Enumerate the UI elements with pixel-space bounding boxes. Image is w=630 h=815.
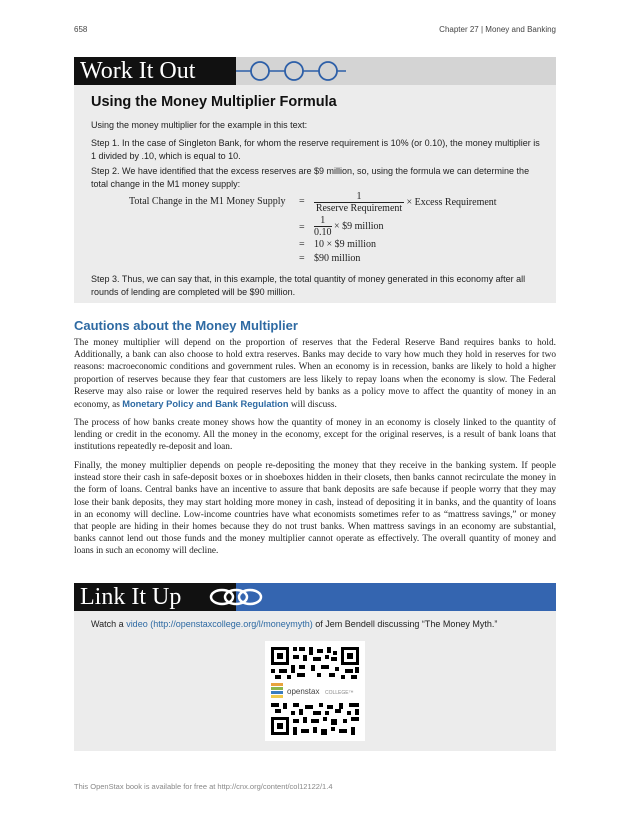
link-it-up-box: [74, 583, 556, 751]
monetary-policy-link[interactable]: Monetary Policy and Bank Regulation: [122, 399, 289, 410]
circles-connector-icon: [236, 59, 346, 83]
formula-eq-1: =: [299, 196, 305, 207]
work-it-out-step1: Step 1. In the case of Singleton Bank, for whom the reserve requirement is 10% (or 0.10), the money multiplier is 1 divided by .10, which is equal to 10.: [91, 138, 540, 161]
paragraph-2: The process of how banks create money shows how the quantity of money in an economy is closely linked to the quantity of lending or credit in the economy. All the money in the economy, except for the original reserves, is a result of bank loans that institutions repeatedly re-deposit and loan.: [74, 418, 556, 453]
formula-2-numerator: 1: [314, 215, 332, 227]
formula-line-1: [314, 191, 497, 214]
formula-eq-3: =: [299, 239, 305, 250]
chain-link-icon: [208, 586, 264, 608]
work-it-out-step2: Step 2. We have identified that the excess reserves are $9 million, so, using the formula we can determine the total change in the M1 money supply:: [91, 166, 530, 189]
formula-eq-2: =: [299, 222, 305, 233]
page-number: 658: [74, 25, 88, 34]
video-link[interactable]: video (http://openstaxcollege.org/l/moneymyth): [126, 619, 313, 629]
paragraph-3: Finally, the money multiplier depends on people re-depositing the money that they receive in the banking system. If people instead store their cash in safe-deposit boxes or in shoeboxes hidden in their closets, then banks cannot recirculate the money in the form of loans. Central banks have an incentive to assure that bank deposits are safe because if people worry that they may lose their bank deposits, they may start holding more money in cash, instead of depositing it in banks, and the quantity of loans in an economy will decline. Low-income countries have what economists sometimes refer to as “mattress savings,” or money that people are hiding in their homes because they do not trust banks. When mattress savings in an economy are substantial, banks cannot lend out those funds and the money multiplier cannot operate as effectively. The overall quantity of money and loans in such an economy will decline.: [74, 461, 556, 557]
qr-logo-suffix: COLLEGE™: [325, 690, 354, 696]
formula-1-denominator: Reserve Requirement: [315, 203, 403, 214]
qr-code[interactable]: [265, 641, 365, 741]
section-heading: Cautions about the Money Multiplier: [74, 318, 298, 333]
formula-2-rest: × $9 million: [334, 220, 384, 232]
formula-1-rest: × Excess Requirement: [406, 196, 497, 208]
formula-line-3: 10 × $9 million: [314, 239, 377, 250]
qr-code-image: [265, 641, 365, 741]
chapter-header: Chapter 27 | Money and Banking: [439, 25, 556, 34]
paragraph-1: The money multiplier will depend on the proportion of reserves that the Federal Reserve Band requires banks to hold. Additionally, a bank can also choose to hold extra reserves. Banks may decide to vary how much they hold in reserves for two reasons: macroeconomic conditions and government rules. When an economy is in recession, banks are likely to hold a higher proportion of reserves because they fear that customers are less likely to repay loans when the economy is slow. The Federal Reserve may also raise or lower the required reserves held by banks as a policy move to affect the quantity of money in an economy, as Monetary Policy and Bank Regulation will discuss.: [74, 338, 556, 411]
formula-eq-4: =: [299, 253, 305, 264]
formula-1-numerator: 1: [314, 191, 404, 203]
footer-text: This OpenStax book is available for free at http://cnx.org/content/col12122/1.4: [74, 782, 333, 791]
formula-lhs: Total Change in the M1 Money Supply: [129, 196, 286, 207]
work-it-out-step3: Step 3. Thus, we can say that, in this example, the total quantity of money generated in this economy after all rounds of lending are completed will be $90 million.: [91, 274, 526, 297]
link-it-up-badge: Link It Up: [74, 583, 236, 611]
work-it-out-box: [74, 57, 556, 303]
qr-logo-text: openstax: [287, 687, 320, 696]
work-it-out-heading: Using the Money Multiplier Formula: [91, 94, 337, 110]
formula-2-denominator: 0.10: [314, 227, 332, 238]
work-it-out-intro: Using the money multiplier for the example in this text:: [91, 120, 308, 130]
work-it-out-badge: Work It Out: [74, 57, 236, 85]
link-it-up-text: Watch a video (http://openstaxcollege.org/l/moneymyth) of Jem Bendell discussing “The Money Myth.”: [91, 619, 498, 629]
formula-line-2: [314, 215, 384, 238]
formula-line-4: $90 million: [314, 253, 361, 264]
